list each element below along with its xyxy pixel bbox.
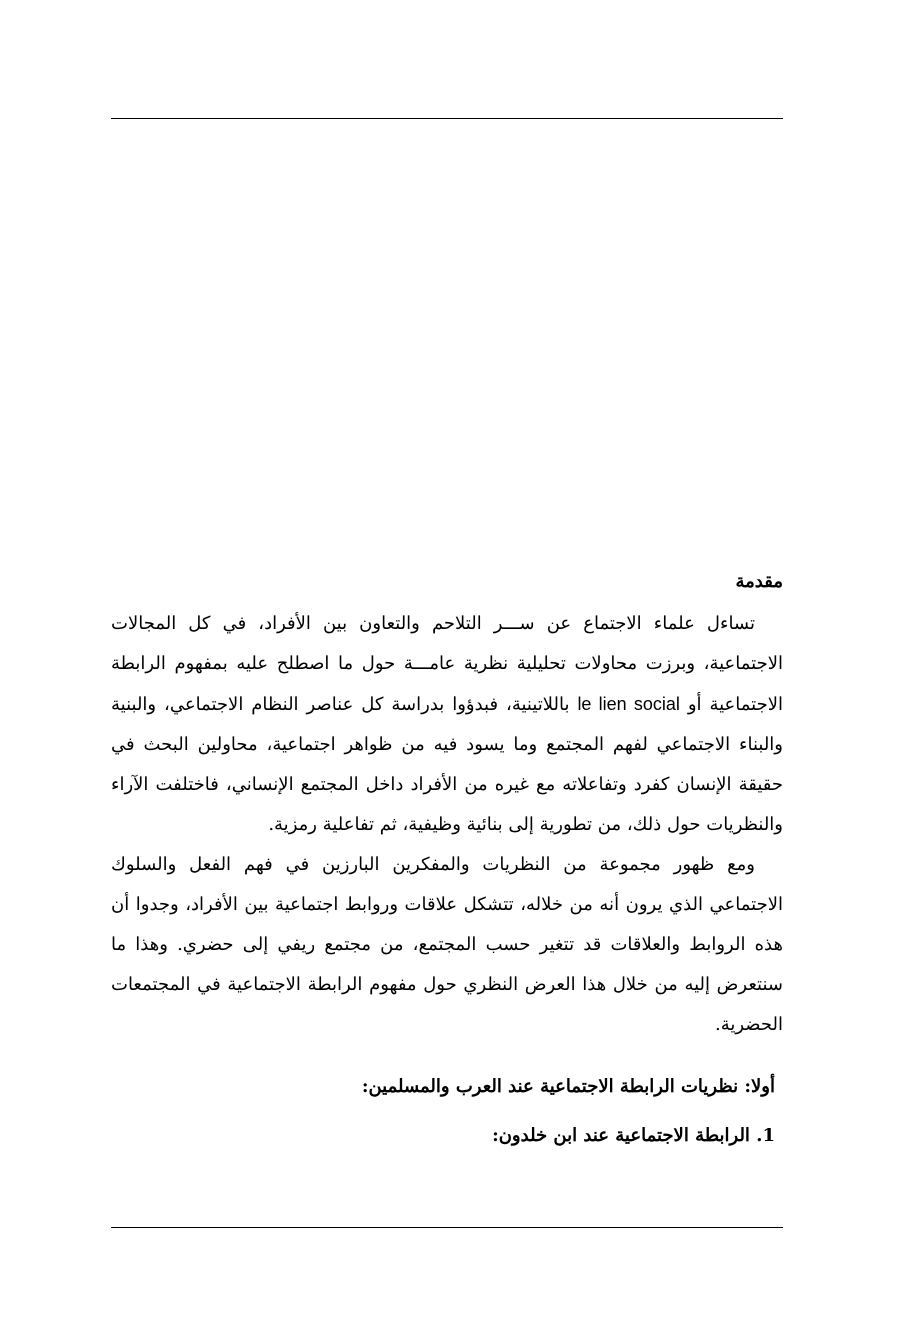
latin-term: le lien social (577, 694, 680, 714)
section-heading: أولا: نظريات الرابطة الاجتماعية عند العرب والمسلمين: (361, 1076, 775, 1097)
intro-heading: مقدمة (735, 571, 783, 592)
paragraph-2: ومع ظهور مجموعة من النظريات والمفكرين البارزين في فهم الفعل والسلوك الاجتماعي الذي يرون أنه من خلاله، تتشكل علاقات وروابط اجتماعية بين الأفراد، وجدوا أن هذه الروابط والعلاقات قد تتغير حسب المجتمع، من مجتمع ريفي إلى حضري. وهذا ما سنتعرض إليه من خلال هذا العرض النظري حول مفهوم الرابطة الاجتماعية في المجتمعات الحضرية. (111, 854, 783, 1035)
subsection-heading: 1. الرابطة الاجتماعية عند ابن خلدون: (492, 1125, 775, 1146)
paragraph-1 (111, 604, 783, 845)
page-body (111, 570, 783, 1148)
paragraph-1-text-b: باللاتينية، فبدؤوا بدراسة كل عناصر النظام الاجتماعي، والبنية والبناء الاجتماعي لفهم المجتمع وما يسود فيه من ظواهر اجتماعية، محاولين البحث في حقيقة الإنسان كفرد وتفاعلاته مع غيره من الأفراد داخل المجتمع الإنساني، فاختلفت الآراء والنظريات حول ذلك، من تطورية إلى بنائية وظيفية، ثم تفاعلية رمزية. (111, 694, 783, 835)
paragraph-1-text-a: تساءل علماء الاجتماع عن ســـر التلاحم والتعاون بين الأفراد، في كل المجالات الاجتماعية، وبرزت محاولات تحليلية نظرية عامـــة حول ما اصطلح عليه بمفهوم الرابطة الاجتماعية أو (111, 613, 783, 715)
header-rule (111, 118, 783, 119)
footer-rule (111, 1227, 783, 1228)
